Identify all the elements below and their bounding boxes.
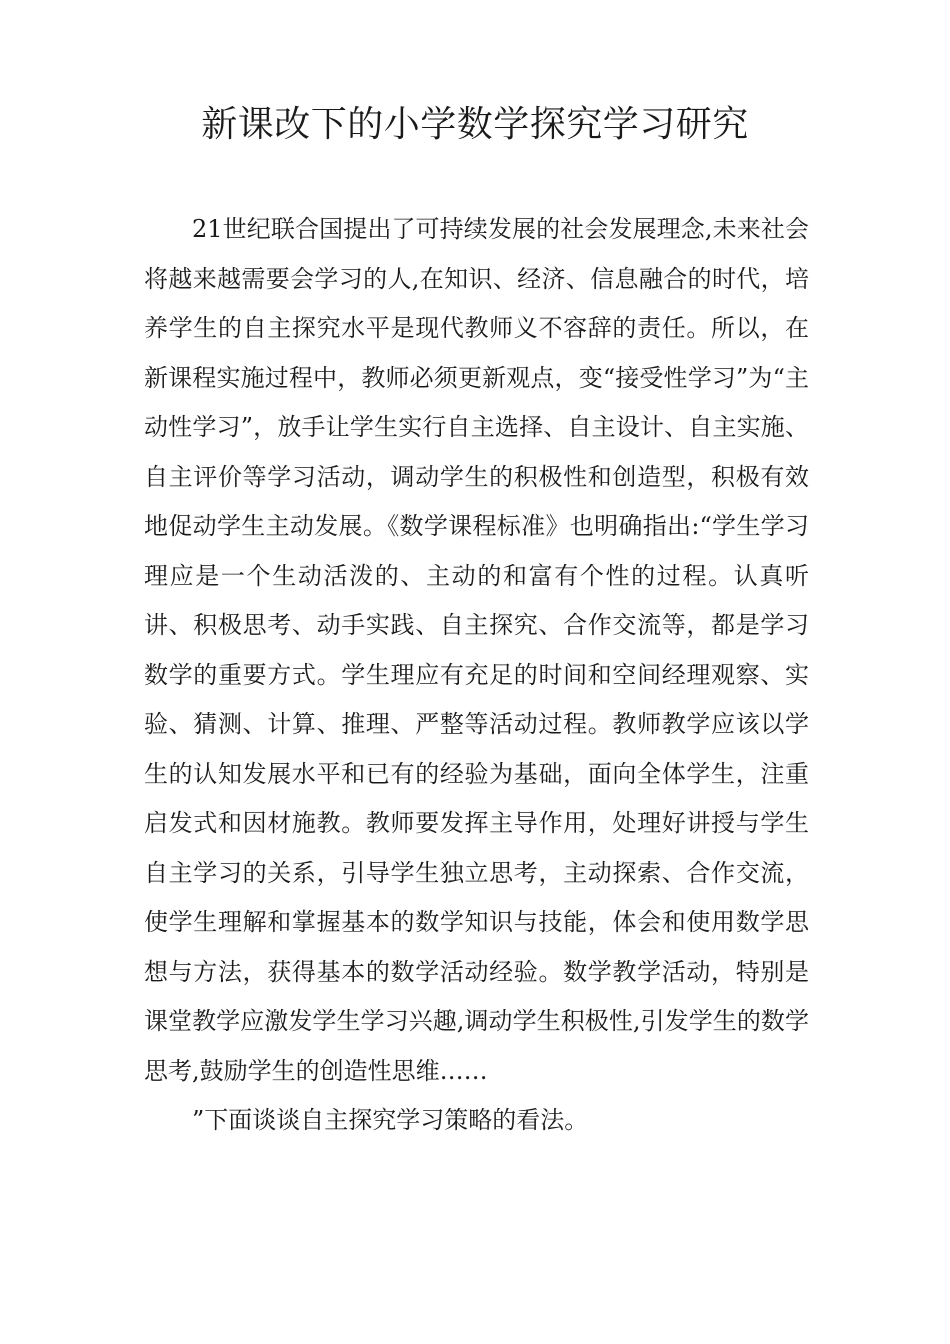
document-title: 新课改下的小学数学探究学习研究 [201,104,749,145]
paragraph-2: ”下面谈谈自主探究学习策略的看法。 [192,1106,589,1134]
paragraph-1: 21世纪联合国提出了可持续发展的社会发展理念,未来社会将越来越需要会学习的人,在知识、经济、信息融合的时代，培养学生的自主探究水平是现代教师义不容辞的责任。所以，在新课程实施过程中，教师必须更新观点，变“接受性学习”为“主动性学习”，放手让学生实行自主选择、自主设计、自主实施、自主评价等学习活动，调动学生的积极性和创造型，积极有效地促动学生主动发展。《数学课程标准》也明确指出:“学生学习理应是一个生动活泼的、主动的和富有个性的过程。认真听讲、积极思考、动手实践、自主探究、合作交流等，都是学习数学的重要方式。学生理应有充足的时间和空间经理观察、实验、猜测、计算、推理、严整等活动过程。教师教学应该以学生的认知发展水平和已有的经验为基础，面向全体学生，注重启发式和因材施教。教师要发挥主导作用，处理好讲授与学生自主学习的关系，引导学生独立思考，主动探索、合作交流，使学生理解和掌握基本的数学知识与技能，体会和使用数学思想与方法，获得基本的数学活动经验。数学教学活动，特别是课堂教学应激发学生学习兴趣,调动学生积极性,引发学生的数学思考,鼓励学生的创造性思维…… [144,215,809,1085]
document-body [144,205,809,1146]
